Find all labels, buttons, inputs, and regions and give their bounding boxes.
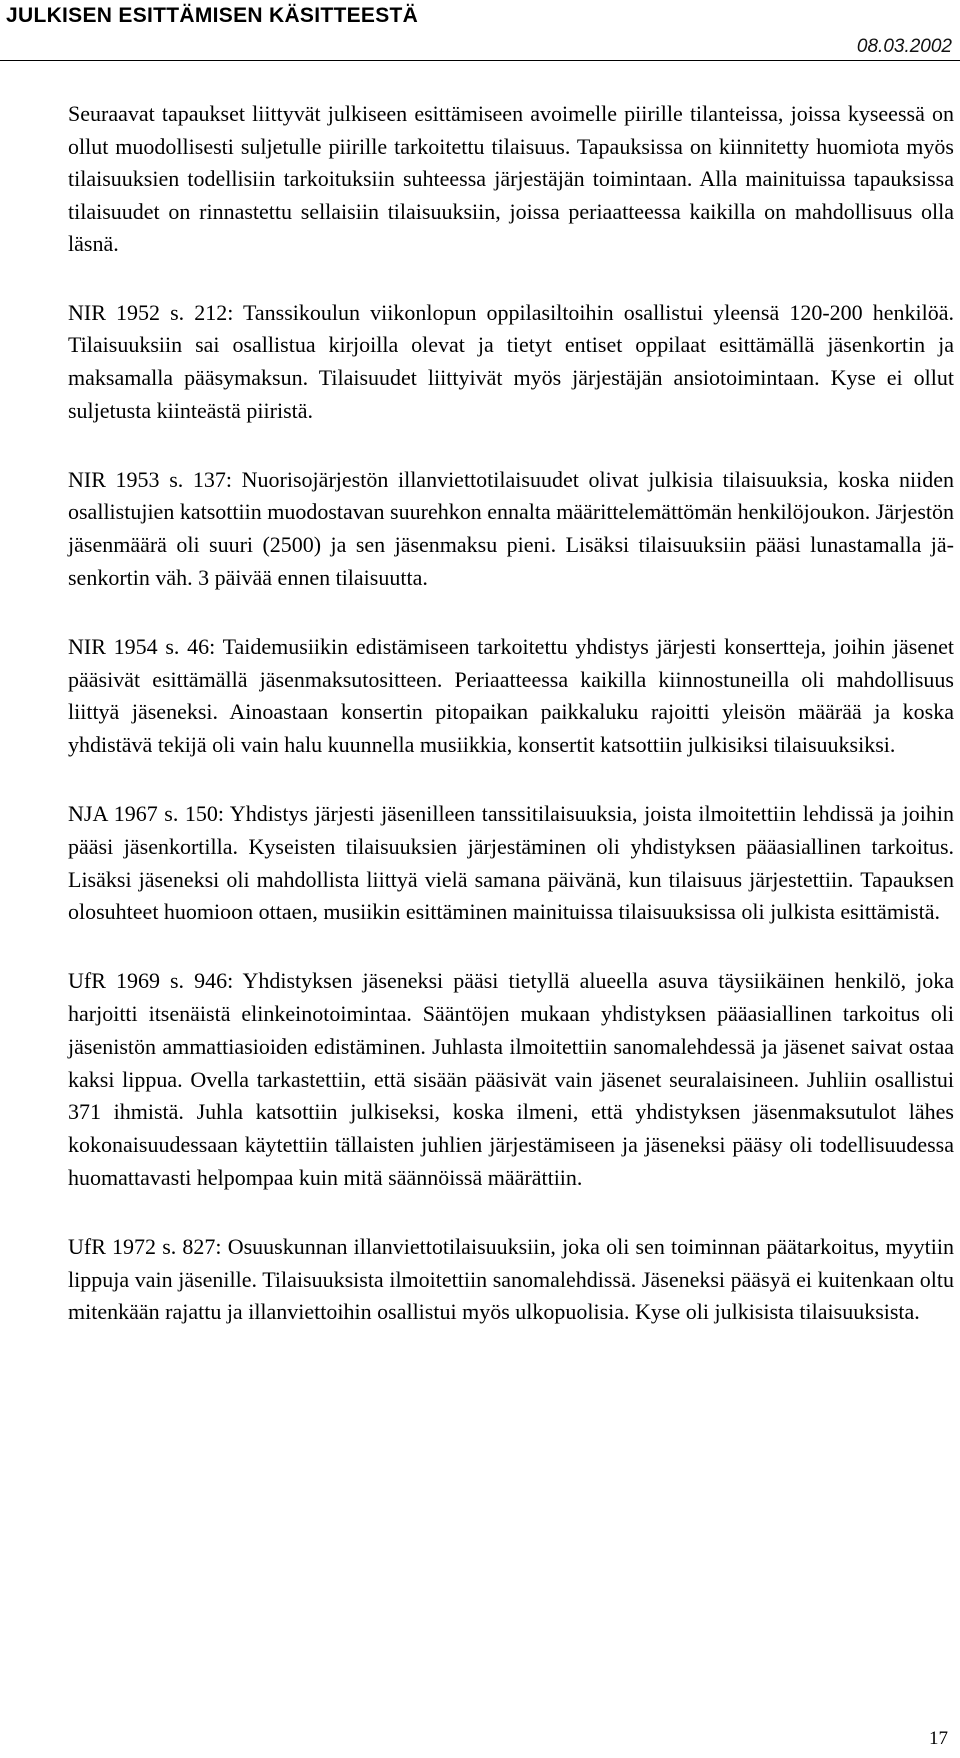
document-date: 08.03.2002 <box>856 36 952 57</box>
case-paragraph-nir-1952: NIR 1952 s. 212: Tanssikoulun viikonlopun oppilasiltoihin osallistui yleensä 120-200 henkilöä. Tilaisuuksiin sai osallistua kirjoilla olevat ja tietyt entiset oppilaat esittämällä jäsenkortin ja maksamalla pääsymaksun. Tilaisuudet liittyivät myös järjestäjän ansiotoimintaan. Kyse ei ollut suljetusta kiinteästä piiristä. <box>68 299 954 423</box>
case-paragraph-nir-1953: NIR 1953 s. 137: Nuorisojärjestön illanviettotilaisuudet olivat julkisia tilaisuuksia, koska niiden osallistujien katsottiin muodostavan suurehkon ennalta määrittelemättömän henkilöjoukon. Järjestön jäsenmäärä oli suuri (2500) ja sen jäsenmaksu pieni. Lisäksi tilaisuuksiin pääsi lunastamalla jäsenkortin väh. 3 päivää ennen tilaisuutta. <box>68 466 954 591</box>
document-title: JULKISEN ESITTÄMISEN KÄSITTEESTÄ <box>6 4 419 27</box>
case-paragraph-ufr-1972: UfR 1972 s. 827: Osuuskunnan illanviettotilaisuuksiin, joka oli sen toiminnan päätarkoitus, myytiin lippuja vain jäsenille. Tilaisuuksista ilmoitettiin sanomalehdissä. Jäseneksi pääsyä ei kuitenkaan oltu mitenkään rajattu ja illanviettoihin osallistui myös ulkopuolisia. Kyse oli julkisista tilaisuuksista. <box>68 1233 954 1325</box>
case-paragraph-ufr-1969: UfR 1969 s. 946: Yhdistyksen jäseneksi pääsi tietyllä alueella asuva täysiikäinen henkilö, joka harjoitti itsenäistä elinkeinotoimintaa. Sääntöjen mukaan yhdistyksen pääasiallinen tarkoitus oli jäsenistön ammattiasioiden edistäminen. Juhlasta ilmoitettiin sanomalehdessä ja jäsenet saivat ostaa kaksi lippua. Ovella tarkastettiin, että sisään pääsivät vain jäsenet seuralaisineen. Juhliin osallistui 371 ihmistä. Juhla katsottiin julkiseksi, koska ilmeni, että yhdistyksen jäsenmaksutulot lähes kokonaisuudessaan käytettiin tällaisten juhlien järjestämiseen ja jäseneksi pääsy oli todellisuudessa huomattavasti helpompaa kuin mitä säännöissä määrättiin. <box>68 968 954 1191</box>
header-divider <box>0 60 960 61</box>
page-header <box>0 0 960 62</box>
intro-paragraph: Seuraavat tapaukset liittyvät julkiseen esittämiseen avoimelle piirille tilanteissa, joissa kyseessä on ollut muodollisesti suljetulle piirille tarkoitettu tilaisuus. Tapauksissa on kiinnitetty huomiota myös tilaisuuksien todellisiin tarkoituksiin suhteessa järjestäjän toimintaan. Alla mainituissa tapauksissa tilaisuudet on rinnastettu sellaisiin tilaisuuksiin, joissa periaatteessa kaikilla on mahdollisuus olla läsnä. <box>68 101 954 256</box>
document-body <box>68 98 954 1365</box>
case-paragraph-nja-1967: NJA 1967 s. 150: Yhdistys järjesti jäsenilleen tanssitilaisuuksia, joista ilmoitettiin lehdissä ja joihin pääsi jäsenkortilla. Kyseisten tilaisuuksien järjestäminen oli yhdistyksen pääasiallinen tarkoitus. Lisäksi jäseneksi oli mahdollista liittyä vielä samana päivänä, kun tilaisuus järjestettiin. Tapauksen olosuhteet huomioon ottaen, musiikin esittäminen mainituissa tilaisuuksissa oli julkista esittämistä. <box>68 801 954 925</box>
page-number: 17 <box>929 1728 948 1749</box>
case-paragraph-nir-1954: NIR 1954 s. 46: Taidemusiikin edistämiseen tarkoitettu yhdistys järjesti konsertteja, joihin jäsenet pääsivät esittämällä jäsenmaksutositteen. Periaatteessa kaikilla kiinnostuneilla oli mahdollisuus liittyä jäseneksi. Ainoastaan konsertin pitopaikan paikkaluku rajoitti yleisön määrää ja koska yhdistävä tekijä oli vain halu kuunnella musiikkia, konsertit katsottiin julkisiksi tilaisuuksiksi. <box>68 633 954 758</box>
